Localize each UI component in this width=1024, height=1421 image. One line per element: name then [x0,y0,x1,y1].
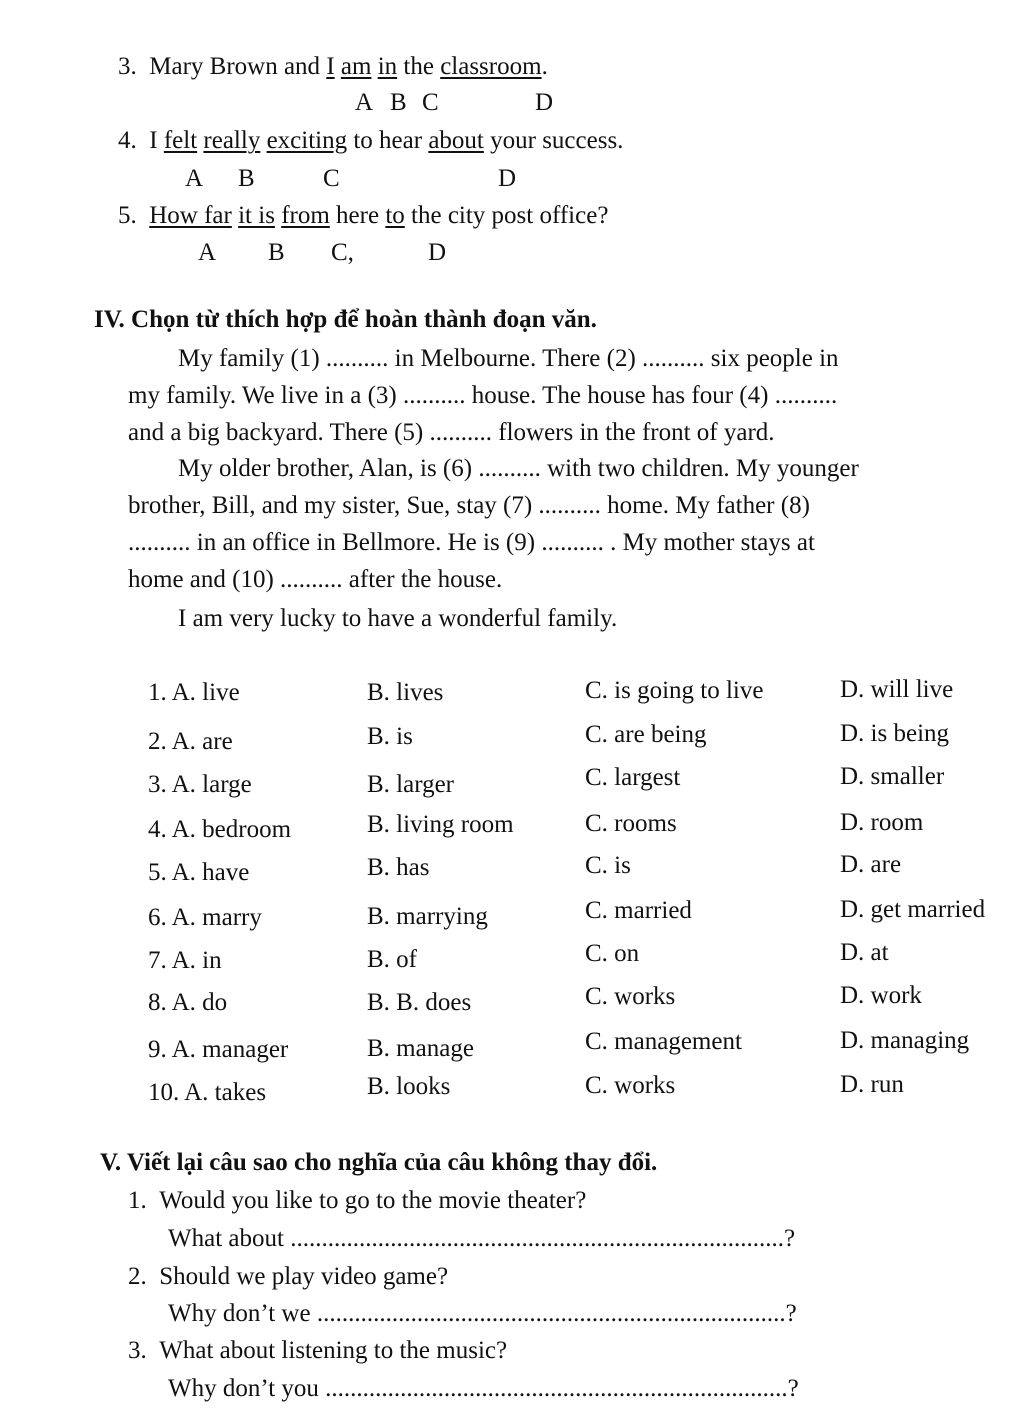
underlined-c: exciting [266,127,348,154]
underlined-a: felt [163,127,198,154]
option-a: 1. A. live [148,679,240,706]
option-d: D. run [840,1071,904,1098]
passage-line: My older brother, Alan, is (6) .......... with two children. My younger [178,455,859,482]
option-d: D. is being [840,720,950,747]
passage-line: My family (1) .......... in Melbourne. There (2) .......... six people in [178,345,839,372]
option-c: C. works [585,1072,676,1099]
answer-letters-q4: A B C D [185,165,517,192]
passage-line: I am very lucky to have a wonderful family. [178,605,618,632]
underlined-d: to [385,202,405,229]
underlined-a: I [326,53,335,80]
option-a: 2. A. are [148,728,233,755]
option-b: B. marrying [367,903,488,930]
option-d: D. are [840,851,902,878]
question-5: 5. How far it is from here to the city post office? [118,202,609,229]
question-3: 3. Mary Brown and I am in the classroom. [118,53,548,80]
underlined-a: How far [149,202,232,229]
section-5-heading: V. Viết lại câu sao cho nghĩa của câu không thay đổi. [100,1149,658,1176]
answer-letters-q3: A B C D [355,89,554,116]
option-a: 9. A. manager [148,1036,289,1063]
question-number: 5. [118,202,137,229]
option-c: C. is going to live [585,677,764,704]
underlined-c: from [281,202,330,229]
option-c: C. on [585,940,640,967]
option-a: 6. A. marry [148,904,262,931]
option-a: 3. A. large [148,771,252,798]
option-c: C. is [585,852,631,879]
underlined-b: am [340,53,372,80]
passage-line: brother, Bill, and my sister, Sue, stay (7) .......... home. My father (8) [128,492,810,519]
underlined-d: about [428,127,484,154]
option-b: B. looks [367,1073,451,1100]
option-a: 4. A. bedroom [148,816,292,843]
rewrite-question: 3. What about listening to the music? [128,1337,508,1364]
underlined-b: really [203,127,261,154]
underlined-b: it is [238,202,275,229]
option-b: B. B. does [367,989,472,1016]
option-c: C. married [585,897,692,924]
rewrite-answer-line[interactable]: Why don’t we ...........................................................................? [168,1300,797,1327]
passage-line: home and (10) .......... after the house. [128,566,503,593]
passage-line: my family. We live in a (3) .......... house. The house has four (4) .......... [128,382,838,409]
option-a: 7. A. in [148,947,222,974]
option-b: B. is [367,723,413,750]
question-4: 4. I felt really exciting to hear about your success. [118,127,624,154]
question-number: 3. [118,53,137,80]
option-c: C. are being [585,721,707,748]
option-b: B. lives [367,679,444,706]
option-c: C. largest [585,764,681,791]
option-d: D. work [840,982,922,1009]
option-d: D. will live [840,676,954,703]
answer-letters-q5: A B C, D [198,239,447,266]
option-d: D. get married [840,896,986,923]
option-c: C. works [585,983,676,1010]
option-a: 5. A. have [148,859,250,886]
option-d: D. at [840,939,889,966]
rewrite-answer-line[interactable]: What about ...............................................................................? [168,1225,796,1252]
option-c: C. management [585,1028,742,1055]
option-a: 10. A. takes [148,1079,267,1106]
option-b: B. manage [367,1035,474,1062]
option-b: B. living room [367,811,514,838]
option-a: 8. A. do [148,989,228,1016]
question-number: 4. [118,127,137,154]
underlined-d: classroom [440,53,542,80]
option-c: C. rooms [585,810,677,837]
option-b: B. larger [367,771,455,798]
option-d: D. smaller [840,763,945,790]
rewrite-question: 2. Should we play video game? [128,1263,449,1290]
rewrite-answer-line[interactable]: Why don’t you ..........................................................................? [168,1375,799,1402]
option-b: B. of [367,946,417,973]
option-d: D. managing [840,1027,970,1054]
rewrite-question: 1. Would you like to go to the movie theater? [128,1187,587,1214]
underlined-c: in [377,53,398,80]
answer-blank[interactable]: ........................................................................... [316,1300,786,1327]
option-d: D. room [840,809,924,836]
answer-blank[interactable]: ............................................................................... [290,1225,784,1252]
section-4-heading: IV. Chọn từ thích hợp để hoàn thành đoạn văn. [94,306,597,333]
answer-blank[interactable]: .......................................................................... [325,1375,788,1402]
option-b: B. has [367,854,430,881]
passage-line: .......... in an office in Bellmore. He is (9) .......... . My mother stays at [128,529,815,556]
passage-line: and a big backyard. There (5) .......... flowers in the front of yard. [128,419,775,446]
